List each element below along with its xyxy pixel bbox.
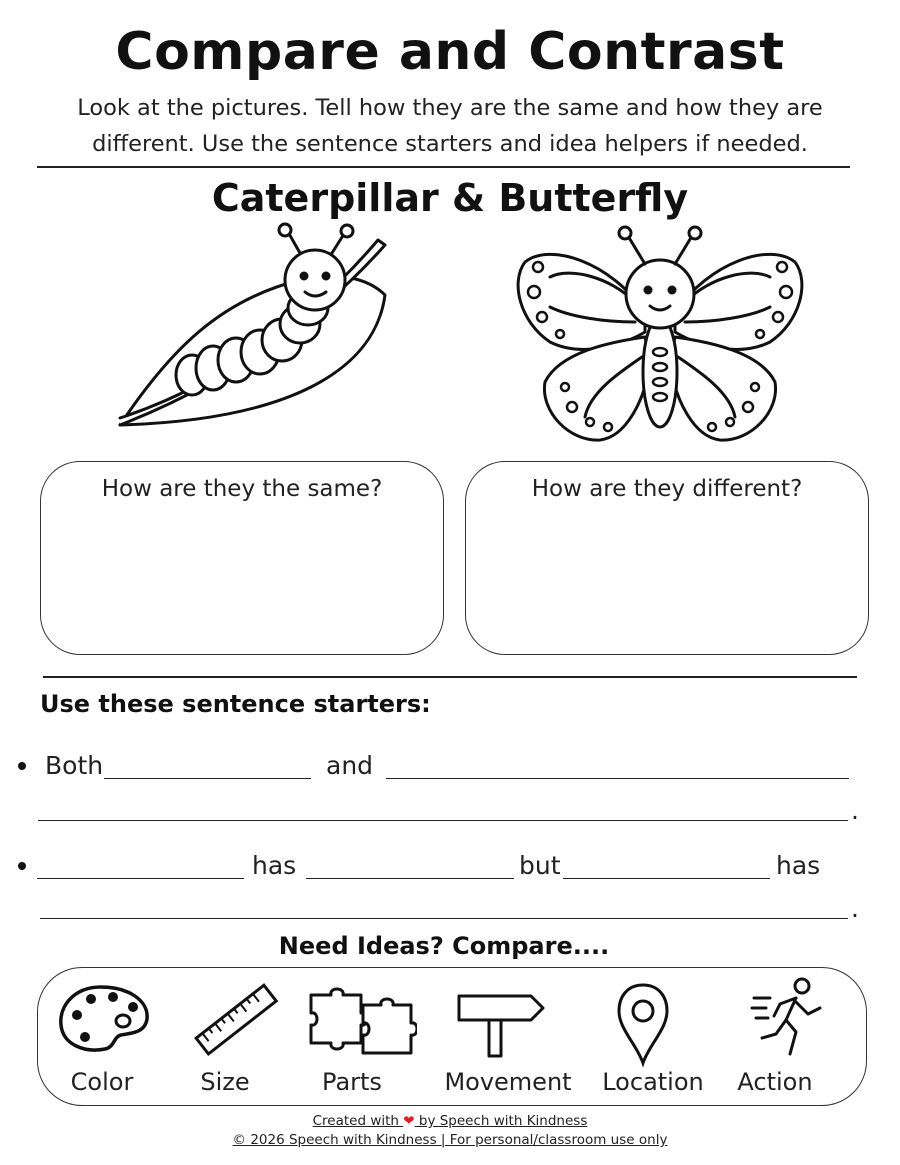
heart-icon: ❤ bbox=[403, 1113, 415, 1129]
footer-credit[interactable] bbox=[0, 1113, 900, 1129]
starters-heading: Use these sentence starters: bbox=[40, 690, 431, 718]
idea-label-size: Size bbox=[200, 1068, 250, 1096]
same-box-label: How are they the same? bbox=[101, 476, 383, 502]
location-pin-icon bbox=[615, 981, 671, 1067]
same-answer-box[interactable] bbox=[40, 461, 444, 655]
starter1-period: . bbox=[851, 796, 859, 825]
instructions: Look at the pictures. Tell how they are the same and how they are different. Use the sentence starters and idea helpers if needed. bbox=[77, 95, 823, 157]
starter1-blank-2[interactable] bbox=[386, 778, 849, 779]
top-divider bbox=[37, 166, 850, 168]
idea-label-color: Color bbox=[70, 1068, 134, 1096]
palette-icon bbox=[55, 983, 151, 1055]
caterpillar-on-leaf-illustration bbox=[110, 220, 400, 435]
idea-label-parts: Parts bbox=[322, 1068, 382, 1096]
starter2-word-has: has bbox=[252, 851, 297, 880]
starter1-word-both: Both bbox=[45, 751, 104, 780]
different-answer-box[interactable] bbox=[465, 461, 869, 655]
footer-credit-suffix: by Speech with Kindness bbox=[418, 1113, 588, 1129]
page-title: Compare and Contrast bbox=[115, 22, 785, 82]
starter2-period: . bbox=[851, 894, 859, 923]
starter2-blank-3[interactable] bbox=[563, 878, 770, 879]
idea-label-movement: Movement bbox=[444, 1068, 572, 1096]
idea-label-location: Location bbox=[602, 1068, 704, 1096]
signpost-icon bbox=[455, 990, 547, 1058]
starter2-blank-2[interactable] bbox=[306, 878, 514, 879]
middle-divider bbox=[43, 676, 857, 678]
running-person-icon bbox=[750, 976, 826, 1060]
puzzle-icon bbox=[305, 985, 417, 1061]
idea-label-action: Action bbox=[737, 1068, 813, 1096]
bullet bbox=[18, 762, 26, 770]
starter2-word-has-2: has bbox=[776, 851, 821, 880]
starter2-blank-1[interactable] bbox=[37, 878, 244, 879]
footer-credit-prefix: Created with bbox=[312, 1113, 399, 1129]
ideas-heading: Need Ideas? Compare.... bbox=[278, 932, 610, 960]
starter1-word-and: and bbox=[326, 751, 374, 780]
starter1-blank-3[interactable] bbox=[38, 820, 848, 821]
starter1-blank-1[interactable] bbox=[104, 778, 311, 779]
starter2-word-but: but bbox=[519, 851, 561, 880]
different-box-label: How are they different? bbox=[531, 476, 803, 502]
footer-copyright: © 2026 Speech with Kindness | For personal/classroom use only bbox=[232, 1132, 668, 1148]
bullet bbox=[18, 862, 26, 870]
ruler-icon bbox=[190, 980, 282, 1062]
subtitle: Caterpillar & Butterfly bbox=[211, 176, 689, 220]
starter2-blank-4[interactable] bbox=[40, 918, 848, 919]
butterfly-illustration bbox=[510, 222, 810, 447]
